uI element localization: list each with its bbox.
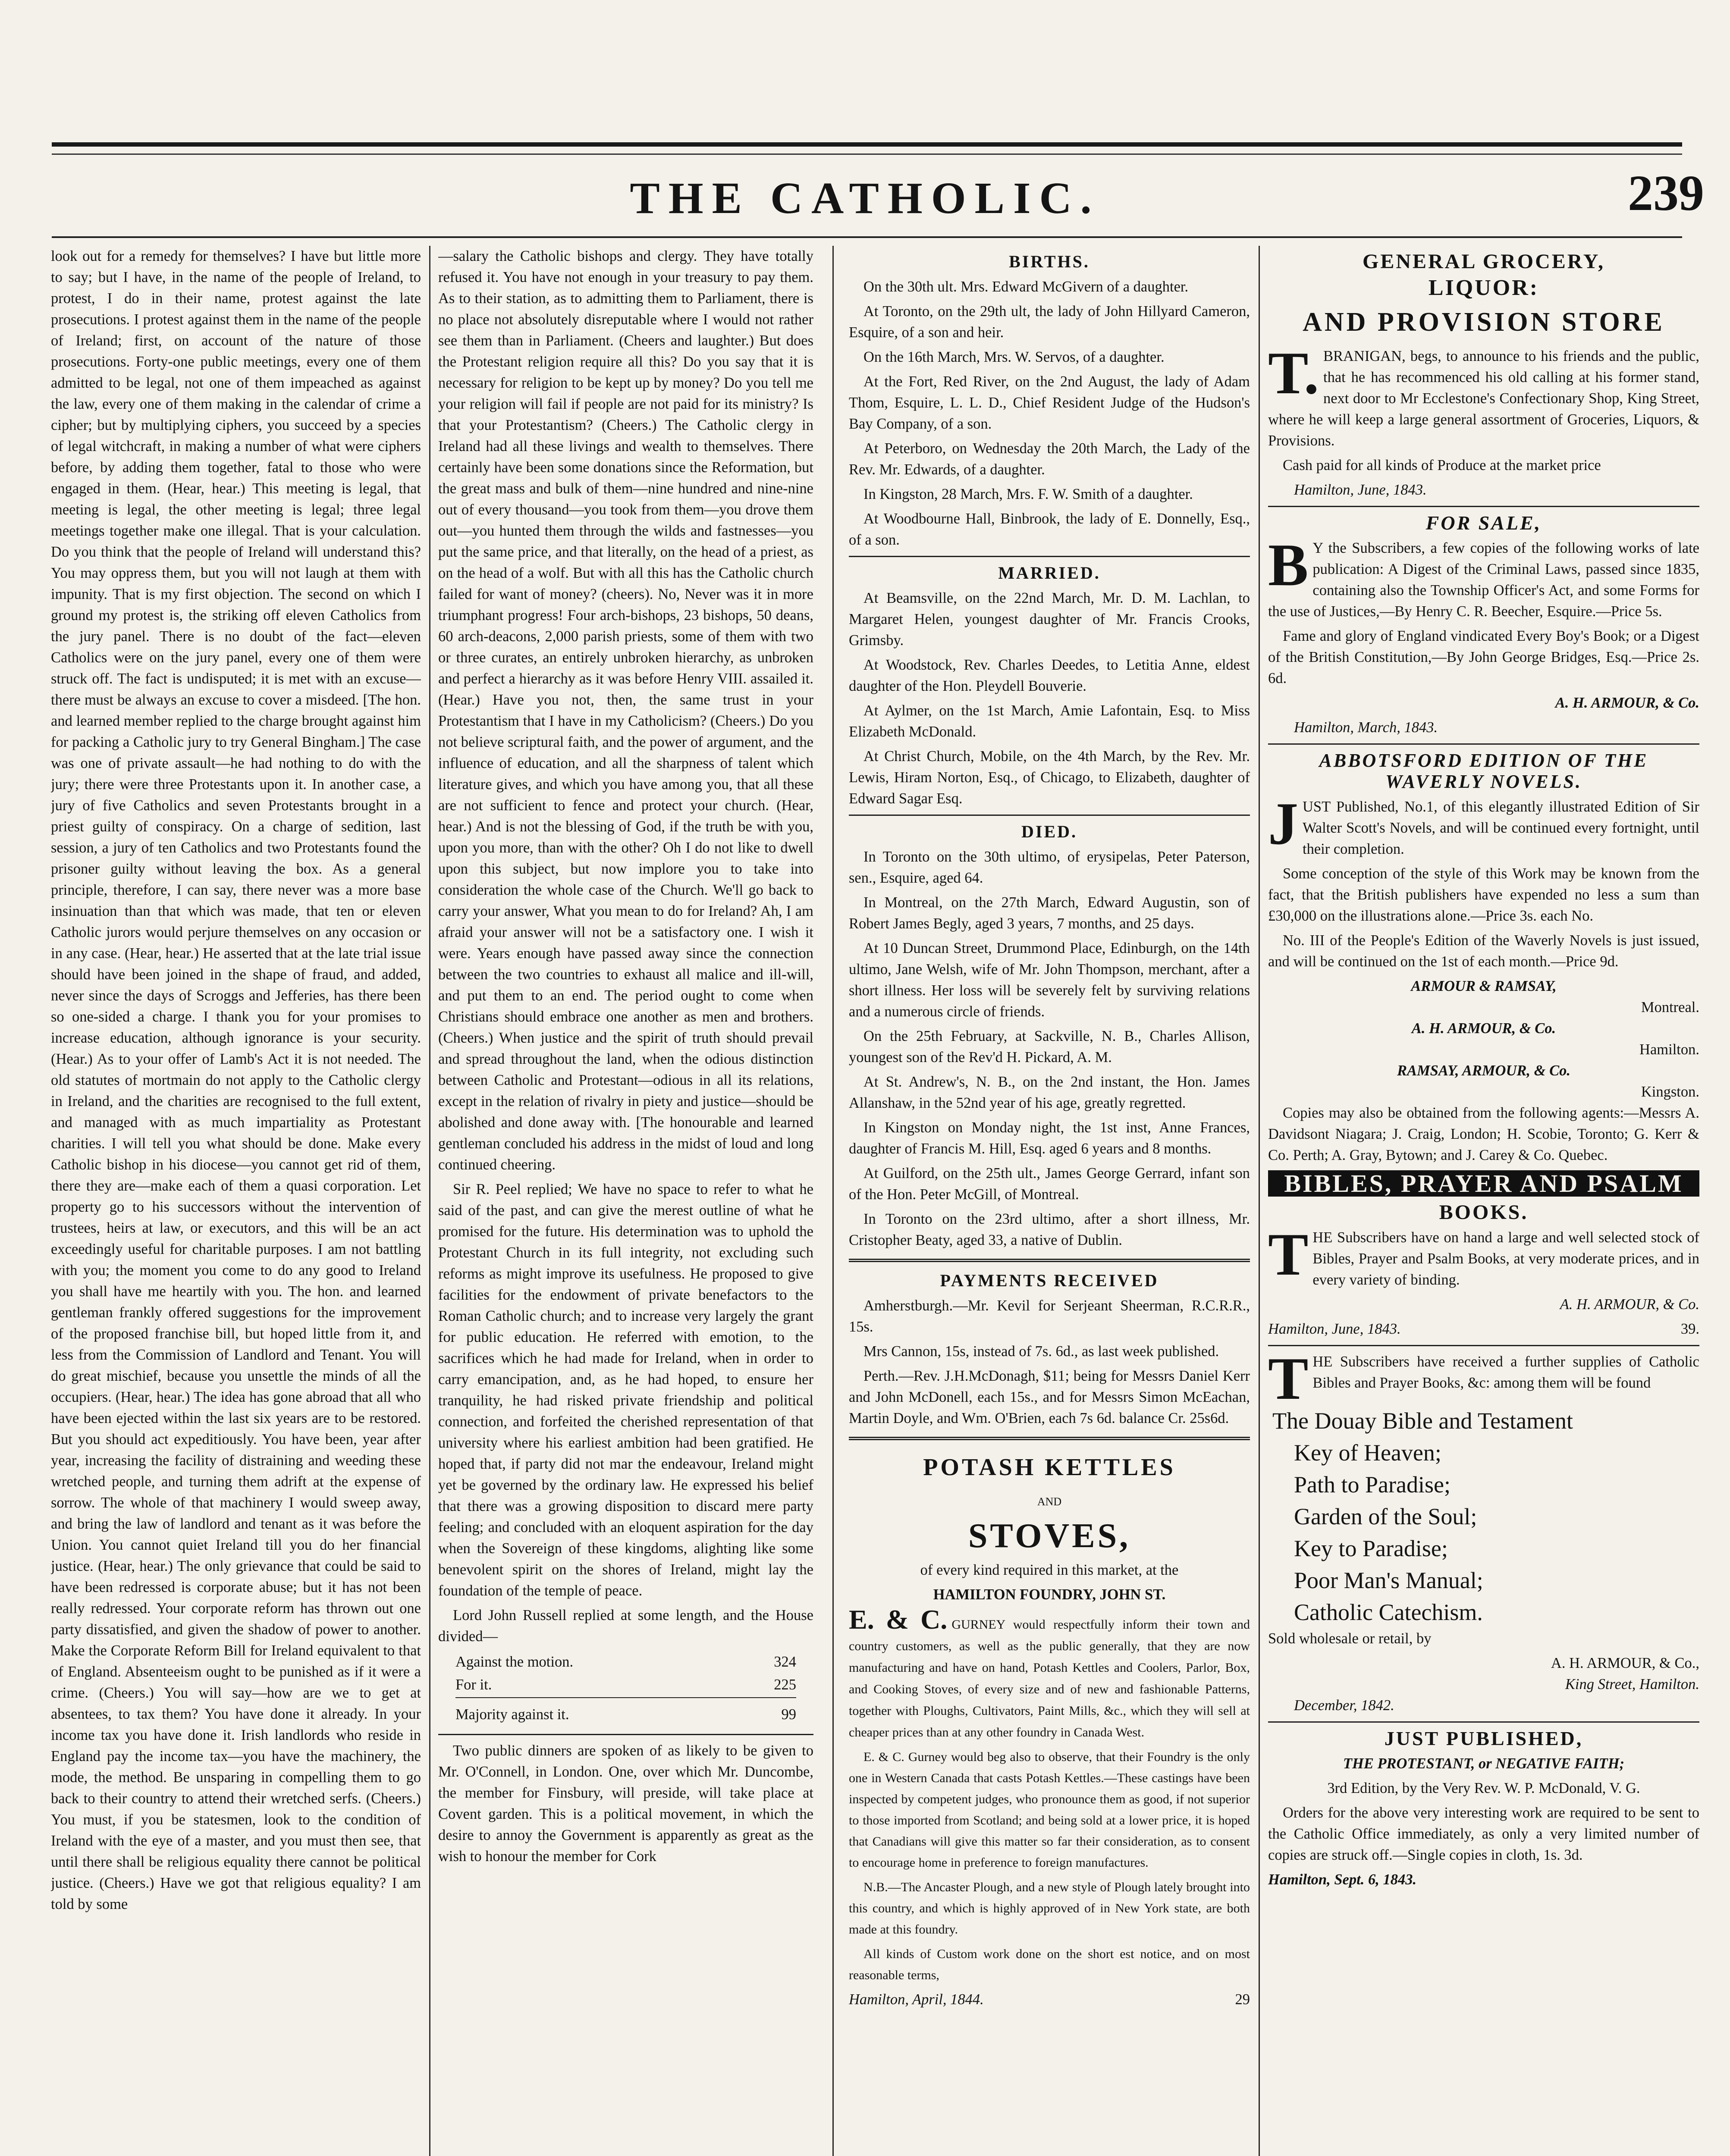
birth-notice: In Kingston, 28 March, Mrs. F. W. Smith of a daughter. (863, 486, 1193, 502)
column-2 (438, 246, 813, 2156)
received-sign: A. H. ARMOUR, & Co., (1551, 1655, 1699, 1671)
death-notice: On the 25th February, at Sackville, N. B., Charles Allison, youngest son of the Rev'd H. Pickard, A. M. (849, 1028, 1250, 1065)
forsale-sign: A. H. ARMOUR, & Co. (1555, 695, 1699, 711)
potash-cash: All kinds of Custom work done on the short est notice, and on most reasonable terms, (849, 1947, 1250, 1982)
vote-label: Majority against it. (455, 1706, 569, 1723)
marriage-notice: At Christ Church, Mobile, on the 4th March, by the Rev. Mr. Lewis, Hiram Norton, Esq., of Chicago, to Elizabeth, daughter of Edward Sagar Esq. (849, 748, 1250, 807)
page-number: 239 (1628, 165, 1704, 221)
potash-date: Hamilton, April, 1844. (849, 1991, 984, 2008)
firm-place: Montreal. (1641, 999, 1699, 1015)
vote-row (455, 1674, 796, 1698)
received-street: King Street, Hamilton. (1565, 1676, 1699, 1692)
marriage-notice: At Woodstock, Rev. Charles Deedes, to Letitia Anne, eldest daughter of the Hon. Pleydell Bouverie. (849, 657, 1250, 694)
just-published-heading: JUST PUBLISHED, (1384, 1727, 1583, 1749)
abbotsford-body: UST Published, No.1, of this elegantly illustrated Edition of Sir Walter Scott's Novels, and will be continued every fortnight, until their completion. (1303, 799, 1699, 857)
potash-ec: E. & C. (849, 1604, 948, 1635)
bibles-body: HE Subscribers have on hand a large and well selected stock of Bibles, Prayer and Psalm Books, at very moderate prices, and in every variety of binding. (1312, 1229, 1699, 1288)
just-date: Hamilton, Sept. 6, 1843. (1268, 1871, 1417, 1888)
potash-and: AND (1037, 1495, 1062, 1508)
firm-name: A. H. ARMOUR, & Co. (1411, 1020, 1556, 1037)
masthead-title: THE CATHOLIC. (630, 173, 1100, 223)
received-ad (1268, 1345, 1699, 1412)
vote-value: 99 (781, 1706, 796, 1723)
bibles-heading: BIBLES, PRAYER AND PSALM (1268, 1170, 1699, 1197)
section-rule (849, 1259, 1250, 1262)
section-rule (849, 815, 1250, 816)
potash-footer (849, 1989, 1250, 2010)
marriage-notice: At Beamsville, on the 22nd March, Mr. D. M. Lachlan, to Margaret Helen, youngest daughter of Mr. Francis Crooks, Grimsby. (849, 590, 1250, 649)
died-heading: DIED. (1021, 822, 1078, 841)
column-1 (51, 246, 421, 2156)
death-notice: At St. Andrew's, N. B., on the 2nd instant, the Hon. James Allanshaw, in the 52nd year of his age, greatly regretted. (849, 1074, 1250, 1111)
death-notice: In Toronto on the 30th ultimo, of erysipelas, Peter Paterson, sen., Esquire, aged 64. (849, 849, 1250, 886)
masthead-rule (52, 236, 1682, 238)
received-date: December, 1842. (1294, 1697, 1394, 1714)
payments-heading: PAYMENTS RECEIVED (940, 1271, 1159, 1290)
book-title: Key of Heaven; (1294, 1440, 1441, 1466)
peel-reply-paragraph: Sir R. Peel replied; We have no space to refer to what he said of the past, and can give the merest outline of what he promised for the future. His determination was to uphold the Protestant Church in its full integrity, not excluding such reforms as might improve its usefulness. He proposed to give facilities for the endowment of private benefactors to the Roman Catholic church; and to increase very largely the grant for public education. He referred with emotion, to the sacrifices which he had made for Ireland, when in order to carry emancipation, and, as he had hoped, to ensure her tranquility, he had risked private friendship and political connection, and forfeited the cherished representation of that university where his earliest ambition had been gratified. He hoped that, if party did not mar the endeavour, Ireland might yet be governed by the ordinary law. He expressed his belief that there was a growing disposition to discard mere party feeling; and concluded with an eloquent aspiration for the day when the Sovereign of these kingdoms, alighting like some benevolent spirit on the shores of Ireland, might lay the foundation of the temple of peace. (438, 1181, 813, 1599)
abbotsford-body-2: Some conception of the style of this Work may be known from the fact, that the British publishers have expended no less a sum than £30,000 on the illustrations alone.—Price 3s. each No. (1268, 865, 1699, 924)
firm-place: Kingston. (1641, 1084, 1699, 1100)
payment-entry: Amherstburgh.—Mr. Kevil for Serjeant Sheerman, R.C.R.R., 15s. (849, 1297, 1250, 1335)
married-heading: MARRIED. (998, 563, 1101, 583)
birth-notice: At Toronto, on the 29th ult, the lady of John Hillyard Cameron, Esquire, of a son and heir. (849, 303, 1250, 341)
bibles-date: Hamilton, June, 1843. (1268, 1321, 1401, 1337)
liquor-heading: LIQUOR: (1428, 276, 1539, 300)
bibles-ad (1268, 1221, 1699, 1291)
column-divider-2 (832, 246, 834, 2156)
abbotsford-body-3: No. III of the People's Edition of the Waverly Novels is just issued, and will be continued on the 1st of each month.—Price 9d. (1268, 932, 1699, 970)
vote-row (455, 1704, 796, 1725)
potash-nb: N.B.—The Ancaster Plough, and a new style of Plough lately brought into this country, and which is highly approved of in New York state, are both made at this foundry. (849, 1880, 1250, 1937)
provision-heading: AND PROVISION STORE (1303, 307, 1665, 337)
just-title: THE PROTESTANT, or NEGATIVE FAITH; (1343, 1755, 1625, 1772)
payment-entry: Perth.—Rev. J.H.McDonagh, $11; being for Messrs Daniel Kerr and John McDonell, each 15s., and for Messrs Simon McEachan, Martin Doyle, and Wm. O'Brien, each 7s 6d. balance Cr. 25s6d. (849, 1368, 1250, 1426)
potash-body-text: GURNEY would respectfully inform their town and country customers, as well as the public generally, that they are now manufacturing and have on hand, Potash Kettles and Coolers, Parlor, Box, and Cooking Stoves, of every size and of new and fashionable Patterns, together with Ploughs, Cultivators, Paint Mills, &c., which they will sell at cheaper prices than at any other foundry in Canada West. (849, 1617, 1250, 1739)
column-divider-3 (1259, 246, 1260, 2156)
forsale-dropcap: B (1268, 532, 1309, 599)
birth-notice: At Woodbourne Hall, Binbrook, the lady of E. Donnelly, Esq., of a son. (849, 511, 1250, 548)
potash-body-2: E. & C. Gurney would beg also to observe, that their Foundry is the only one in Western Canada that casts Potash Kettles.—These castings have been inspected by competent judges, who pronounce them as good, if not superior to those imported from Scotland; and being sold at a lower price, it is hoped that Canadians will give this matter so far their consideration, as to consent to encourage home in preference to foreign manufactures. (849, 1750, 1250, 1870)
section-rule (849, 1437, 1250, 1440)
death-notice: In Montreal, on the 27th March, Edward Augustin, son of Robert James Begly, aged 3 years, 7 months, and 25 days. (849, 894, 1250, 932)
firm-place: Hamilton. (1639, 1041, 1699, 1058)
forsale-body-2: Fame and glory of England vindicated Every Boy's Book; or a Digest of the British Constitution,—By John George Bridges, Esq.—Price 2s. 6d. (1268, 628, 1699, 686)
abbotsford-heading: ABBOTSFORD EDITION OF THE WAVERLY NOVELS. (1319, 750, 1648, 792)
potash-num: 29 (1235, 1991, 1250, 2008)
death-notice: In Kingston on Monday night, the 1st inst, Anne Frances, daughter of Francis M. Hill, Esq. aged 6 years and 8 months. (849, 1119, 1250, 1157)
foundry-name: HAMILTON FOUNDRY, JOHN ST. (933, 1586, 1166, 1603)
column-3 (849, 246, 1250, 2156)
death-notice: At 10 Duncan Street, Drummond Place, Edinburgh, on the 14th ultimo, Jane Welsh, wife of Mr. John Thompson, merchant, after a short illness. Her loss will be severely felt by surviving relations and a numerous circle of friends. (849, 940, 1250, 1020)
top-border-rule (52, 142, 1682, 147)
vote-value: 324 (774, 1654, 796, 1670)
division-table (455, 1651, 796, 1725)
just-body: Orders for the above very interesting work are required to be sent to the Catholic Office immediately, as only a very limited number of copies are struck off.—Single copies in cloth, 1s. 3d. (1268, 1805, 1699, 1863)
speech-paragraph: —salary the Catholic bishops and clergy. They have totally refused it. You have not enough in your treasury to pay them. As to their station, as to admitting them to Parliament, there is no place not absolutely disreputable where I would not rather see them than in Parliament. (Cheers and laughter.) But does the Protestant religion require all this? Do you say that it is necessary for religion to be kept up by money? Do you tell me your religion will fail if people are not paid for its ministry? Is that your Protestantism? (Cheers.) The Catholic clergy in Ireland had all these livings and wealth to themselves. There certainly have been some donations since the Reformation, but the great mass and bulk of them—nine hundred and nine-nine out of every thousand—you took from them—you drove them out—you hunted them through the wilds and fastnesses—you put the same price, and that literally, on the head of a priest, as on the head of a wolf. But with all this has the Catholic church failed for want of money? (cheers). No, Never was it in more triumphant progress! Four arch-bishops, 23 bishops, 50 deans, 60 arch-deacons, 2,000 parish priests, some of them with two or three curates, an entirely unbroken hierarchy, as unbroken and perfect a hierarchy as it was before Henry VIII. assailed it. (Hear.) Have you not, then, the same trust in your Protestantism that I have in my Catholicism? (Cheers.) Do you not believe scriptural faith, and the power of argument, and the influence of education, and all the sharpness of talent which literature gives, and which you have among you, that all these are not sufficient to fence and protect your church. (Hear, hear.) And is not the blessing of God, if the truth be with you, upon you more, than with the other? Oh I do not like to dwell upon this subject, but now implore you to take into consideration the whole case of the Church. We'll go back to carry your answer, What you mean to do for Ireland? Ah, I am afraid your answer will not be a satisfactory one. I wish it were. Years enough have passed away since the connection between the two countries to exhaust all malice and ill-will, and put them to an end. The period ought to come when Christians should embrace one another as men and brothers. (Cheers.) When justice and the spirit of truth should prevail and spread throughout the land, when the odious distinction between Catholic and Protestant—odious in all its relations, except in the relation of rivalry in piety and justice—should be abolished and done away with. [The honourable and learned gentleman concluded his address in the midst of loud and long continued cheering. (438, 248, 813, 1173)
grocery-date: Hamilton, June, 1843. (1294, 482, 1427, 498)
vote-label: Against the motion. (455, 1654, 574, 1670)
death-notice: In Toronto on the 23rd ultimo, after a short illness, Mr. Cristopher Beaty, aged 33, a native of Dublin. (849, 1211, 1250, 1248)
vote-value: 225 (774, 1677, 796, 1693)
birth-notice: On the 30th ult. Mrs. Edward McGivern of a daughter. (863, 279, 1189, 295)
section-rule (1268, 1721, 1699, 1723)
abbotsford-ad (1268, 790, 1699, 860)
section-rule (1268, 1345, 1699, 1346)
firm-name: RAMSAY, ARMOUR, & Co. (1397, 1062, 1570, 1079)
marriage-notice: At Aylmer, on the 1st March, Amie Lafontain, Esq. to Miss Elizabeth McDonald. (849, 702, 1250, 740)
received-wholesale: Sold wholesale or retail, by (1268, 1630, 1432, 1647)
forsale-heading: FOR SALE, (1425, 512, 1542, 534)
dinners-paragraph: Two public dinners are spoken of as likely to be given to Mr. O'Connell, in London. One, over which Mr. Duncombe, the member for Finsbury, will preside, will take place at Covent garden. This is a political movement, in which the desire to annoy the Government is apparently as great as the wish to honour the member for Cork (438, 1742, 813, 1865)
grocery-dropcap: T. (1268, 340, 1319, 407)
birth-notice: At Peterboro, on Wednesday the 20th March, the Lady of the Rev. Mr. Edwards, of a daughter. (849, 440, 1250, 478)
books-heading: BOOKS. (1439, 1201, 1529, 1224)
payment-entry: Mrs Cannon, 15s, instead of 7s. 6d., as last week published. (863, 1343, 1219, 1360)
russell-paragraph: Lord John Russell replied at some length, and the House divided— (438, 1607, 813, 1645)
births-heading: BIRTHS. (1009, 252, 1090, 271)
bibles-sign: A. H. ARMOUR, & Co. (1560, 1296, 1699, 1313)
grocery-ad (1268, 340, 1699, 451)
birth-notice: At the Fort, Red River, on the 2nd August, the lady of Adam Thom, Esquire, L. L. D., Chief Resident Judge of the Hudson's Bay Company, of a son. (849, 373, 1250, 432)
forsale-date: Hamilton, March, 1843. (1294, 719, 1438, 736)
forsale-ad (1268, 532, 1699, 622)
potash-heading: POTASH KETTLES (923, 1454, 1176, 1481)
birth-notice: On the 16th March, Mrs. W. Servos, of a daughter. (863, 349, 1165, 365)
bibles-dropcap: T (1268, 1221, 1309, 1288)
top-border-rule-thin (52, 154, 1682, 155)
column-divider-1 (429, 246, 430, 2156)
bibles-footer (1268, 1319, 1699, 1340)
book-title: Catholic Catechism. (1294, 1599, 1483, 1625)
grocery-cash: Cash paid for all kinds of Produce at the market price (1283, 457, 1601, 473)
received-body: HE Subscribers have received a further supplies of Catholic Bibles and Prayer Books, &c: among them will be found (1312, 1354, 1699, 1391)
stoves-heading: STOVES, (968, 1517, 1131, 1555)
just-edition: 3rd Edition, by the Very Rev. W. P. McDonald, V. G. (1327, 1780, 1640, 1796)
section-rule (438, 1734, 813, 1735)
firm-name: ARMOUR & RAMSAY, (1411, 978, 1557, 994)
book-title: Poor Man's Manual; (1294, 1567, 1483, 1593)
potash-body (849, 1604, 1250, 1743)
book-title: The Douay Bible and Testament (1272, 1408, 1573, 1434)
section-rule (1268, 743, 1699, 745)
catholic-books-list (1268, 1405, 1699, 1628)
grocery-heading: GENERAL GROCERY, (1363, 250, 1605, 273)
vote-row (455, 1651, 796, 1673)
received-dropcap: T (1268, 1345, 1309, 1412)
speech-paragraph: look out for a remedy for themselves? I have but little more to say; but I have, in the name of the people of Ireland, to protest, I do in their name, protest against the late prosecutions. I protest against them in the name of the people of Ireland; first, on account of the nature of those prosecutions. Forty-one public meetings, every one of them admitted to be legal, not one of them impeached as against the law, every one of them making in the calendar of crime a cipher; but by multiplying ciphers, you succeed by a species of legal witchcraft, in making a number of what were ciphers before, by adding them together, fatal to those who were engaged in them. (Hear, hear.) This meeting is legal, that meeting is legal, the other meeting is legal; three legal meetings together make one illegal. That is your calculation. Do you think that the people of Ireland will understand this? You may oppress them, but you will not laugh at them with impunity. That is my first objection. The second on which I ground my protest is, the striking off eleven Catholics from the jury panel. There is no doubt of the fact—eleven Catholics were on the jury panel, every one of them were struck off. The fact is undisputed; it is met with an excuse—there must be always an excuse to cover a misdeed. [The hon. and learned member replied to the charge brought against him for packing a Catholic jury to try General Bingham.] The case was one of private assault—he had nothing to do with the jury; there were three Protestants upon it. In another case, a jury of five Catholics and seven Protestants brought in a priest guilty of conspiracy. On a charge of sedition, last session, a jury of ten Catholics and two Protestants found the prisoner guilty without leaving the box. As a general principle, therefore, I can say, there never was a more base insinuation than that which was made, that ten or eleven Catholic jurors would perjure themselves on any occasion or in any case. (Hear, hear.) He asserted that at the late trial issue should have been joined in the shape of fraud, and added, never since the days of Scroggs and Jefferies, has there been so one-sided a charge. I thank you for your promises to increase education, although ignorance is your security. (Hear.) As to your offer of Lamb's Act it is not needed. The old statutes of mortmain do not apply to the Catholic clergy in Ireland, and the charities are recognised to the full extent, and managed with as much impartiality as Protestant charities. I will tell you what should be done. Make every Catholic bishop in his diocese—you cannot get rid of them, there they are—make each of them a quasi corporation. Let property go to his successors without the intervention of trustees, heirs at law, or executors, and this will be an act exceedingly useful for charitable purposes. I am not battling with you; the moment you come to do any good to Ireland you shall have me heartily with you. The hon. and learned gentleman frankly offered suggestions for the improvement of the proposed franchise bill, but hoped little from it, and less from the Commission of Landlord and Tenant. You will do great mischief, because you unsettle the minds of all the occupiers. (Hear, hear.) The idea has gone abroad that all who have been ejected within the last six years are to be restored. But you should act expeditiously. You have been, year after year, increasing the facility of distraining and weeding these wretched people, and turning them adrift at the expense of sorrow. The whole of that machinery I would sweep away, and bring the law of landlord and tenant as it was before the Union. You cannot quiet Ireland till you do her financial justice. (Hear, hear.) The only grievance that could be said to have been redressed is corporate abuse; but it has not been really redressed. Your corporate reform has thrown out one party dissatisfied, and given the shadow of power to another. Make the Corporate Reform Bill for Ireland equivalent to that of England. Absenteeism ought to be punished as if it were a crime. (Cheers.) You will say—how are we to get at absentees, to tax them? You have done it already. In your income tax you have done it. Irish landlords who reside in England pay the income tax—you have the machinery, the mode, the method. Be unsparing in compelling them to go back to their country to attend their wretched serfs. (Cheers.) You must, if you be statesmen, look to the condition of Ireland with the eye of a master, and you must then see, that until there shall be religious equality there cannot be political justice. (Cheers.) Have we got that religious equality? I am told by some (51, 248, 421, 1912)
book-title: Key to Paradise; (1294, 1536, 1448, 1561)
book-title: Path to Paradise; (1294, 1472, 1451, 1498)
section-rule (849, 556, 1250, 557)
bibles-num: 39. (1680, 1321, 1699, 1337)
vote-label: For it. (455, 1677, 492, 1693)
column-4 (1268, 246, 1699, 2156)
book-title: Garden of the Soul; (1294, 1504, 1477, 1529)
potash-intro: of every kind required in this market, at the (920, 1562, 1179, 1578)
abbotsford-dropcap: J (1268, 790, 1298, 857)
section-rule (1268, 506, 1699, 507)
forsale-body: Y the Subscribers, a few copies of the following works of late publication: A Digest of the Criminal Laws, passed since 1835, containing also the Township Officer's Act, and some Forms for the use of Justices,—By Henry C. R. Beecher, Esquire.—Price 5s. (1268, 540, 1699, 620)
agents-paragraph: Copies may also be obtained from the following agents:—Messrs A. Davidsont Niagara; J. Craig, London; H. Scobie, Toronto; G. Kerr & Co. Perth; A. Gray, Bytown; and J. Carey & Co. Quebec. (1268, 1105, 1699, 1163)
grocery-body: BRANIGAN, begs, to announce to his friends and the public, that he has recommenced his old calling at his former stand, next door to Mr Ecclestone's Confectionary Shop, King Street, where he will keep a large general assortment of Groceries, Liquors, & Provisions. (1268, 348, 1699, 449)
death-notice: At Guilford, on the 25th ult., James George Gerrard, infant son of the Hon. Peter McGill, of Montreal. (849, 1165, 1250, 1203)
